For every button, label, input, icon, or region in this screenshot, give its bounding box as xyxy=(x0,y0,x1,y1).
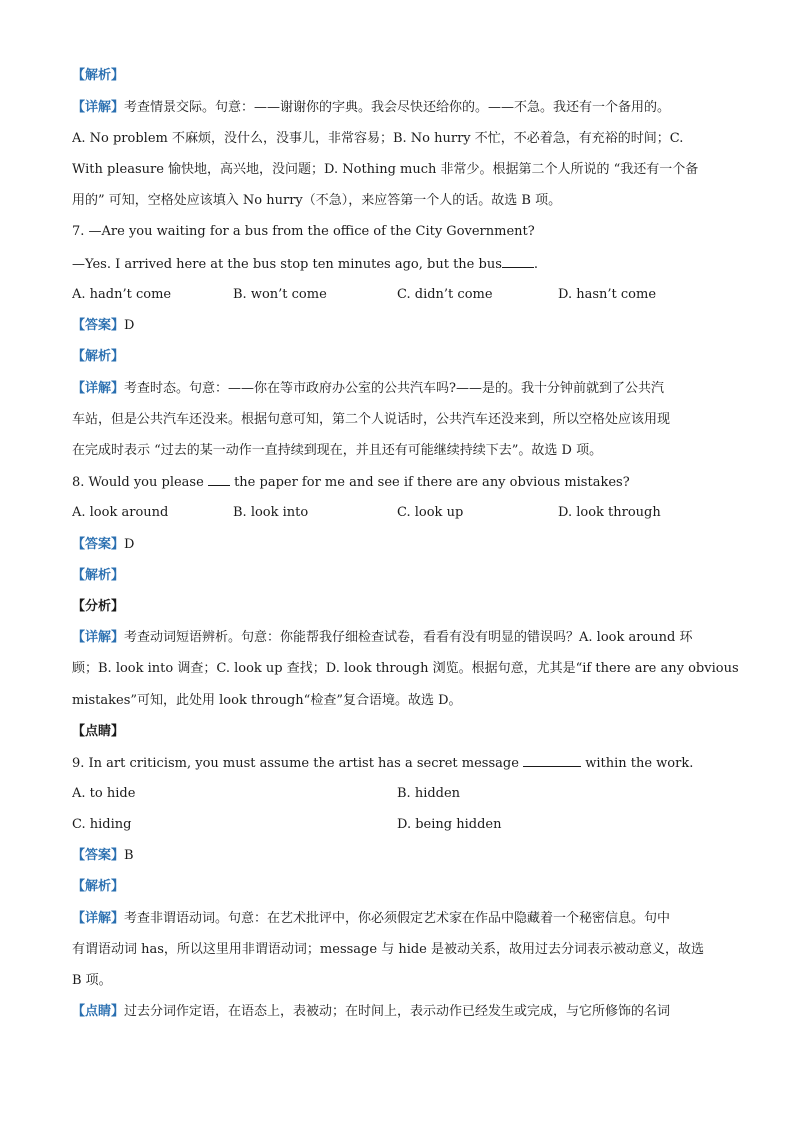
detail-paragraph-line: A. No problem 不麻烦，没什么，没事儿，非常容易；B. No hurry 不忙，不必着急，有充裕的时间；C. xyxy=(72,131,684,146)
question-8-answer: 【答案】D xyxy=(72,537,135,552)
question-8-options xyxy=(72,503,750,523)
detail-paragraph-line: 用的” 可知，空格处应该填入 No hurry（不急），来应答第一个人的话。故选 B 项。 xyxy=(72,193,562,208)
option-c: C. hiding xyxy=(72,817,132,832)
option-b: B. won’t come xyxy=(233,287,327,302)
question-8-analysis-heading: 【解析】 xyxy=(72,568,125,583)
question-8-analyze-heading: 【分析】 xyxy=(72,599,125,614)
question-8-detail-line: 【详解】考查动词短语辨析。句意：你能帮我仔细检查试卷，看看有没有明显的错误吗？A. look around 环 xyxy=(72,630,693,645)
option-d: D. being hidden xyxy=(397,817,502,832)
question-7-detail-line: 【详解】考查时态。句意：——你在等市政府办公室的公共汽车吗?——是的。我十分钟前就到了公共汽 xyxy=(72,381,664,396)
question-9-options-row2 xyxy=(72,815,750,835)
question-9-analysis-heading: 【解析】 xyxy=(72,879,125,894)
analysis-heading: 【解析】 xyxy=(72,68,125,83)
option-a: A. to hide xyxy=(72,786,136,801)
option-d: D. look through xyxy=(558,505,661,520)
question-9-answer: 【答案】B xyxy=(72,848,134,863)
question-9-options-row1 xyxy=(72,784,750,804)
question-7-stem: 7. —Are you waiting for a bus from the office of the City Government? xyxy=(72,224,535,239)
question-7-options xyxy=(72,285,750,305)
question-7-stem-reply: —Yes. I arrived here at the bus stop ten minutes ago, but the bus . xyxy=(72,254,750,274)
question-8-comment-heading: 【点睛】 xyxy=(72,724,125,739)
answer-blank xyxy=(208,472,230,486)
question-9-detail-line: B 项。 xyxy=(72,973,112,988)
option-d: D. hasn’t come xyxy=(558,287,657,302)
option-b: B. look into xyxy=(233,505,309,520)
option-a: A. hadn’t come xyxy=(72,287,172,302)
option-a: A. look around xyxy=(72,505,169,520)
question-8-detail-line: 顾；B. look into 调查；C. look up 查找；D. look through 浏览。根据句意，尤其是“if there are any obvious xyxy=(72,661,739,676)
detail-paragraph-line: With pleasure 愉快地，高兴地，没问题；D. Nothing much 非常少。根据第二个人所说的 “我还有一个备 xyxy=(72,162,699,177)
answer-blank xyxy=(502,254,534,268)
question-9-detail-line: 有谓语动词 has，所以这里用非谓语动词；message 与 hide 是被动关系，故用过去分词表示被动意义，故选 xyxy=(72,942,704,957)
question-9-stem: 9. In art criticism, you must assume the artist has a secret message within the work. xyxy=(72,753,750,773)
option-c: C. look up xyxy=(397,505,464,520)
question-9-comment-line: 【点睛】过去分词作定语，在语态上，表被动；在时间上，表示动作已经发生或完成，与它所修饰的名词 xyxy=(72,1004,671,1019)
question-8-stem: 8. Would you please the paper for me and see if there are any obvious mistakes? xyxy=(72,472,750,492)
option-c: C. didn’t come xyxy=(397,287,493,302)
question-8-detail-line: mistakes”可知，此处用 look through“检查”复合语境。故选 D。 xyxy=(72,693,462,708)
question-7-detail-line: 在完成时表示 “过去的某一动作一直持续到现在，并且还有可能继续持续下去”。故选 D 项。 xyxy=(72,443,603,458)
option-b: B. hidden xyxy=(397,786,461,801)
question-7-answer: 【答案】D xyxy=(72,318,135,333)
question-9-detail-line: 【详解】考查非谓语动词。句意：在艺术批评中，你必须假定艺术家在作品中隐藏着一个秘密信息。句中 xyxy=(72,911,671,926)
question-7-analysis-heading: 【解析】 xyxy=(72,349,125,364)
answer-blank xyxy=(523,753,581,767)
detail-paragraph-line: 【详解】考查情景交际。句意：——谢谢你的字典。我会尽快还给你的。——不急。我还有一个备用的。 xyxy=(72,100,671,115)
question-7-detail-line: 车站，但是公共汽车还没来。根据句意可知，第二个人说话时，公共汽车还没来到，所以空格处应该用现 xyxy=(72,412,671,427)
